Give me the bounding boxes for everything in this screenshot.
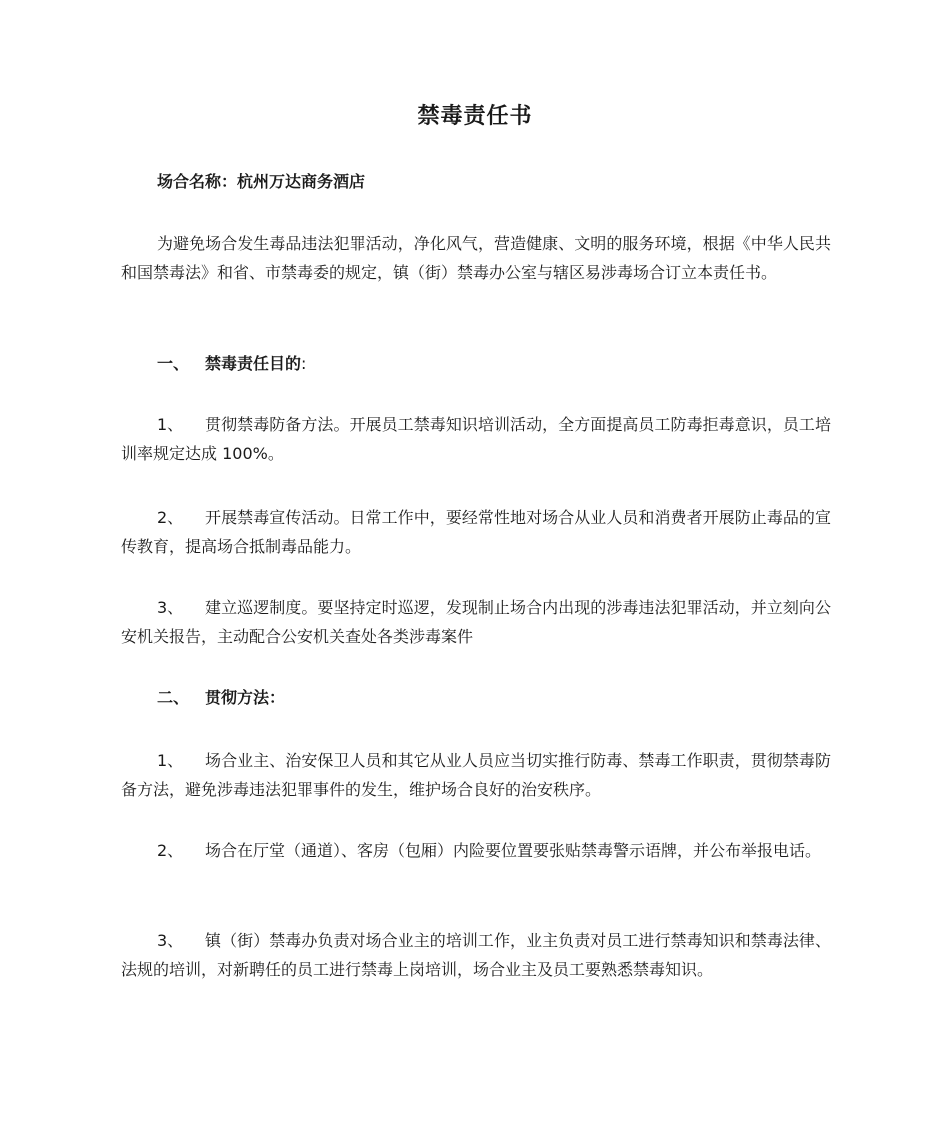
section-number: 二、 [157,688,190,707]
section-heading-colon: : [301,354,307,373]
list-item [121,503,831,561]
document-title: 禁毒责任书 [417,104,533,129]
item-number: 2、 [157,841,184,860]
item-number: 1、 [157,751,184,770]
section-heading-2 [121,683,831,712]
list-item [121,746,831,804]
item-number: 1、 [157,415,184,434]
item-number: 3、 [157,598,184,617]
intro-paragraph: 为避免场合发生毒品违法犯罪活动，净化风气，营造健康、文明的服务环境，根据《中华人民共和国禁毒法》和省、市禁毒委的规定，镇（街）禁毒办公室与辖区易涉毒场合订立本责任书。 [121,234,831,282]
section-heading-label: 贯彻方法： [205,688,286,707]
list-item [121,410,831,468]
list-item [121,593,831,651]
item-text: 场合业主、治安保卫人员和其它从业人员应当切实推行防毒、禁毒工作职责，贯彻禁毒防备方法，避免涉毒违法犯罪事件的发生，维护场合良好的治安秩序。 [121,751,831,799]
item-text: 开展禁毒宣传活动。日常工作中，要经常性地对场合从业人员和消费者开展防止毒品的宣传教育，提高场合抵制毒品能力。 [121,508,831,556]
section-heading-label: 禁毒责任目的 [205,354,302,373]
item-number: 2、 [157,508,184,527]
item-text: 场合在厅堂（通道）、客房（包厢）内险要位置要张贴禁毒警示语牌，并公布举报电话。 [205,841,822,860]
section-heading-1 [121,349,831,378]
item-text: 镇（街）禁毒办负责对场合业主的培训工作，业主负责对员工进行禁毒知识和禁毒法律、法规的培训，对新聘任的员工进行禁毒上岗培训，场合业主及员工要熟悉禁毒知识。 [121,931,831,979]
list-item [121,836,831,865]
section-number: 一、 [157,354,190,373]
item-text: 贯彻禁毒防备方法。开展员工禁毒知识培训活动，全方面提高员工防毒拒毒意识，员工培训率规定达成 100%。 [121,415,831,463]
list-item [121,926,831,984]
venue-name-line: 场合名称：杭州万达商务酒店 [157,172,366,191]
item-text: 建立巡逻制度。要坚持定时巡逻，发现制止场合内出现的涉毒违法犯罪活动，并立刻向公安机关报告，主动配合公安机关查处各类涉毒案件 [121,598,831,646]
item-number: 3、 [157,931,184,950]
